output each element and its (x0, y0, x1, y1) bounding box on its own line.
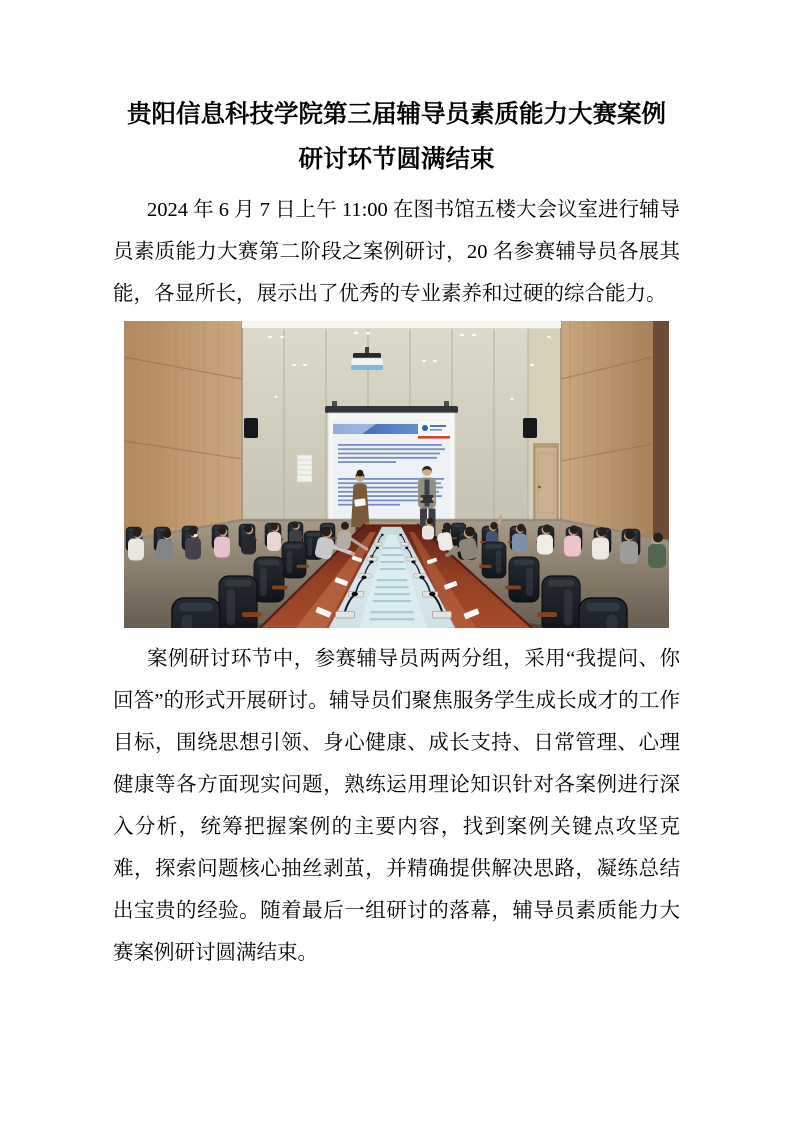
ceiling (242, 321, 561, 328)
conference-photo (124, 321, 669, 628)
wall-vent (297, 455, 312, 482)
title-line-2: 研讨环节圆满结束 (298, 146, 495, 173)
document-title (113, 92, 680, 182)
title-line-1: 贵阳信息科技学院第三届辅导员素质能力大赛案例 (127, 101, 666, 128)
wall-speaker-right (523, 418, 537, 438)
left-wood-wall (124, 321, 242, 541)
projection-screen (325, 401, 458, 539)
wall-speaker-left (244, 418, 258, 438)
red-item (364, 551, 368, 554)
document-content (113, 92, 680, 974)
paragraph-intro: 2024 年 6 月 7 日上午 11:00 在图书馆五楼大会议室进行辅导员素质能力大赛第二阶段之案例研讨，20 名参赛辅导员各展其能，各显所长，展示出了优秀的专业素养和过硬的综合能力。 (113, 199, 680, 305)
door (533, 443, 559, 523)
paragraph-body: 案例研讨环节中，参赛辅导员两两分组，采用“我提问、你回答”的形式开展研讨。辅导员们聚焦服务学生成长成才的工作目标，围绕思想引领、身心健康、成长支持、日常管理、心理健康等各方面现实问题，熟练运用理论知识针对各案例进行深入分析，统筹把握案例的主要内容，找到案例关键点攻坚克难，探索问题核心抽丝剥茧，并精确提供解决思路，凝练总结出宝贵的经验。随着最后一组研讨的落幕，辅导员素质能力大赛案例研讨圆满结束。 (113, 648, 680, 964)
